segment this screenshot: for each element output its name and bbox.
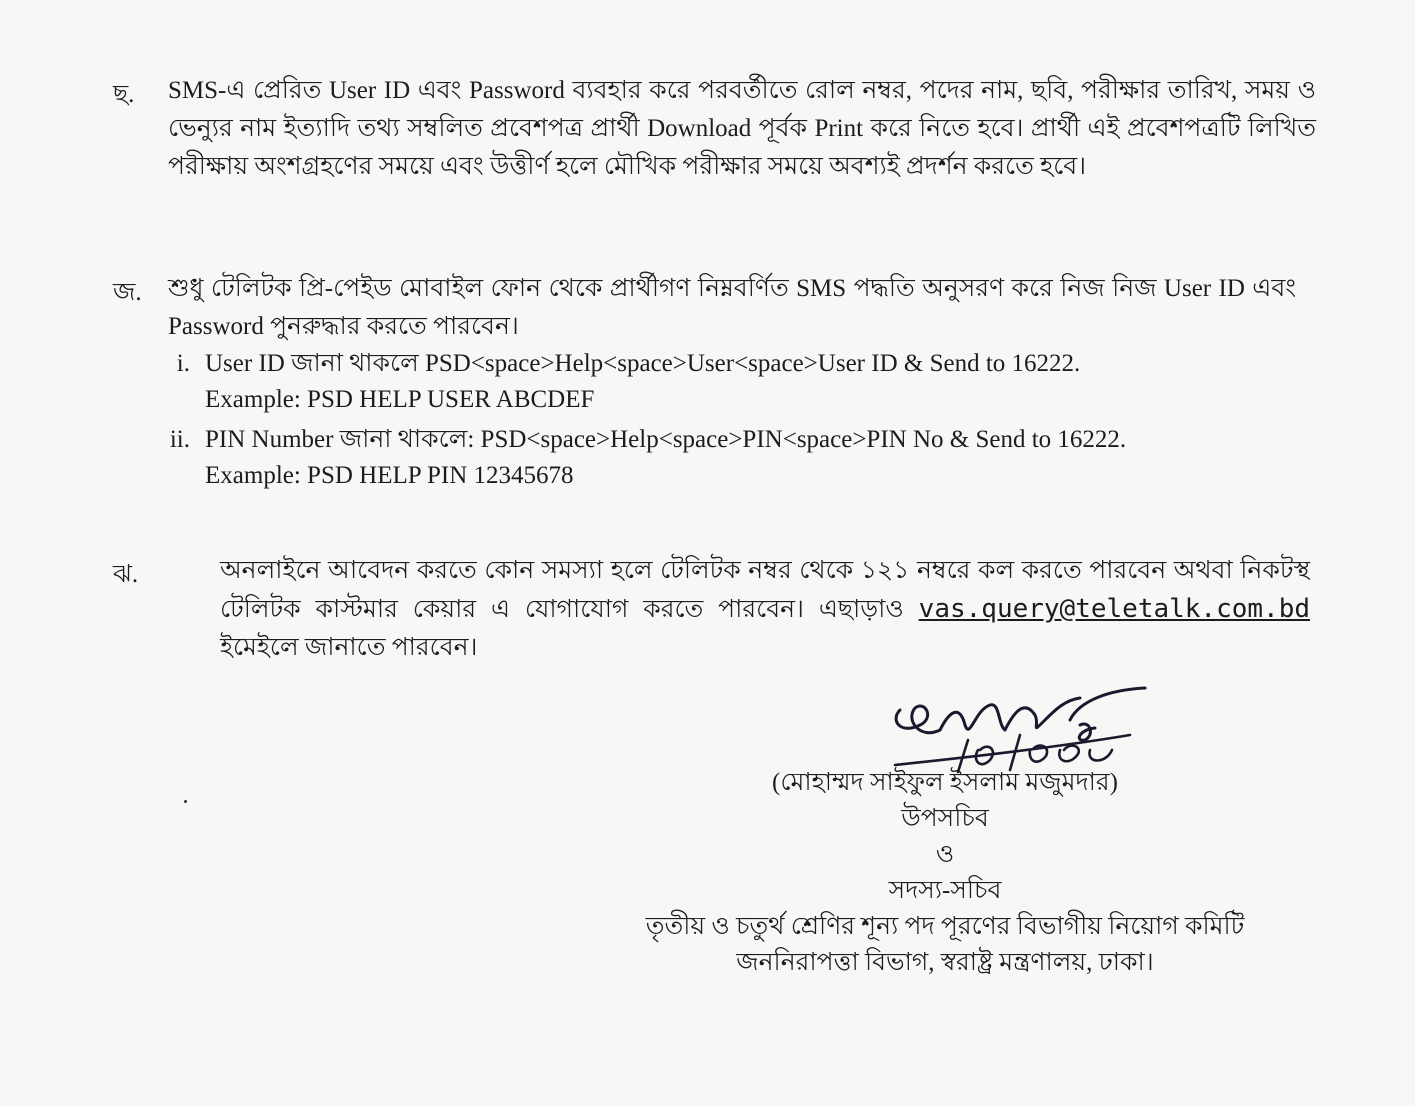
list-item-body	[205, 346, 1245, 418]
signatory-office: জননিরাপত্তা বিভাগ, স্বরাষ্ট্র মন্ত্রণালয়, ঢাকা।	[736, 949, 1154, 976]
section-text: শুধু টেলিটক প্রি-পেইড মোবাইল ফোন থেকে প্রার্থীগণ নিম্নবর্ণিত SMS পদ্ধতি অনুসরণ করে নিজ নিজ User ID এবং Password পুনরুদ্ধার করতে পারবেন।	[168, 275, 1296, 340]
list-numeral: ii.	[169, 426, 190, 453]
list-item-example: Example: PSD HELP USER ABCDEF	[205, 386, 595, 413]
list-item-example: Example: PSD HELP PIN 12345678	[205, 462, 574, 489]
section-text: SMS-এ প্রেরিত User ID এবং Password ব্যবহার করে পরবর্তীতে রোল নম্বর, পদের নাম, ছবি, পরীক্ষার তারিখ, সময় ও ভেন্যুর নাম ইত্যাদি তথ্য সম্বলিত প্রবেশপত্র প্রার্থী Download পূর্বক Print করে নিতে হবে। প্রার্থী এই প্রবেশপত্রটি লিখিত পরীক্ষায় অংশগ্রহণের সময়ে এবং উত্তীর্ণ হলে মৌখিক পরীক্ষার সময়ে অবশ্যই প্রদর্শন করতে হবে।	[168, 77, 1316, 180]
signatory-conjunction: ও	[935, 841, 955, 868]
list-item-line: PIN Number জানা থাকলে: PSD<space>Help<space>PIN<space>PIN No & Send to 16222.	[205, 426, 1127, 453]
signature-block	[600, 765, 1290, 981]
list-item-line: User ID জানা থাকলে PSD<space>Help<space>User<space>User ID & Send to 16222.	[205, 350, 1081, 377]
stray-mark	[184, 800, 187, 803]
signatory-name: (মোহাম্মদ সাইফুল ইসলাম মজুমদার)	[772, 769, 1118, 796]
section-marker: ছ.	[113, 81, 135, 108]
section-text-before: অনলাইনে আবেদন করতে কোন সমস্যা হলে টেলিটক নম্বর থেকে ১২১ নম্বরে কল করতে পারবেন অথবা নিকটস্থ টেলিটক কাস্টমার কেয়ার এ যোগাযোগ করতে পারবেন। এছাড়াও	[220, 557, 1310, 623]
signatory-designation: উপসচিব	[901, 805, 989, 832]
section-text	[220, 552, 1310, 667]
email-link[interactable]: vas.query@teletalk.com.bd	[918, 594, 1311, 624]
signatory-committee: তৃতীয় ও চতুর্থ শ্রেণির শূন্য পদ পূরণের বিভাগীয় নিয়োগ কমিটি	[645, 913, 1245, 940]
section-marker: জ.	[113, 279, 142, 306]
section-text-after: ইমেইলে জানাতে পারবেন।	[220, 634, 478, 661]
list-numeral: i.	[176, 350, 190, 377]
signatory-role: সদস্য-সচিব	[888, 877, 1002, 904]
section-marker: ঝ.	[113, 561, 139, 588]
list-item-body	[205, 422, 1245, 494]
